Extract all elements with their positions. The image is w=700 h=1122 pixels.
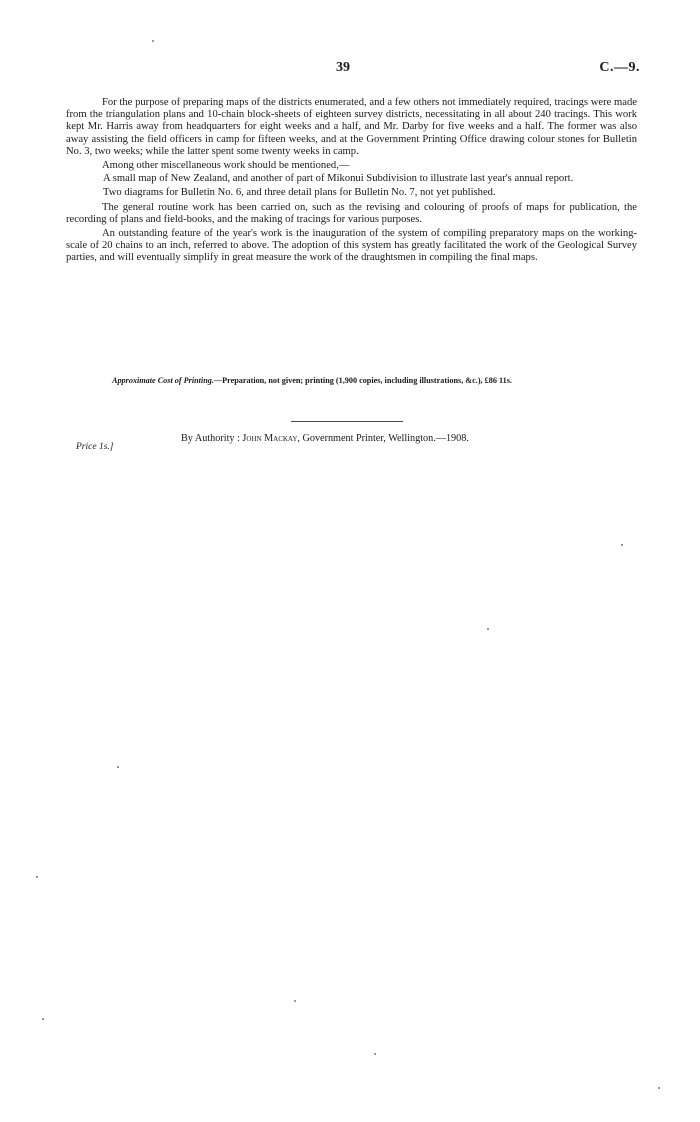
scan-speck: [36, 876, 38, 878]
paragraph-routine-work: The general routine work has been carried on, such as the revising and colouring of proofs of maps for publication, the recording of plans and field-books, and the making of tracings for various purposes.: [66, 201, 637, 225]
page-number: 39: [336, 60, 350, 75]
footer-divider: [291, 421, 403, 422]
imprint-prefix: By Authority :: [181, 433, 243, 444]
scan-speck: [294, 1000, 296, 1002]
price-note: Price 1s.]: [76, 442, 114, 452]
scan-speck: [487, 628, 489, 630]
scan-speck: [658, 1087, 660, 1089]
body-text: [66, 97, 637, 266]
scan-speck: [117, 766, 119, 768]
list-item-small-map: A small map of New Zealand, and another of part of Mikonui Subdivision to illustrate last year's annual report.: [103, 173, 574, 185]
paragraph-tracings: For the purpose of preparing maps of the districts enumerated, and a few others not immediately required, tracings were made from the triangulation plans and 10-chain block-sheets of eighteen survey districts, necessitating in all about 240 tracings. This work kept Mr. Harris away from headquarters for eight weeks and a half, and Mr. Darby for five weeks and a half. The former was also away assisting the field officers in camp for fifteen weeks, and at the Government Printing Office drawing colour stones for Bulletin No. 3, two weeks; while the latter spent some twenty weeks in camp.: [66, 97, 637, 157]
printing-cost-note: [112, 376, 642, 386]
scan-speck: [374, 1053, 376, 1055]
printing-cost-text: —Preparation, not given; printing (1,900 copies, including illustrations, &c.), £86 11s.: [213, 376, 512, 385]
printer-name: John Mackay: [242, 433, 298, 444]
scan-speck: [42, 1018, 44, 1020]
scan-speck: [152, 40, 154, 42]
printer-imprint: [181, 433, 469, 444]
printing-cost-label: Approximate Cost of Printing.: [112, 376, 214, 385]
scan-speck: [621, 544, 623, 546]
paragraph-miscellaneous-intro: Among other miscellaneous work should be mentioned,—: [102, 159, 350, 171]
page-header: [0, 60, 700, 82]
imprint-suffix: , Government Printer, Wellington.—1908.: [297, 433, 469, 444]
paragraph-outstanding-feature: An outstanding feature of the year's work is the inauguration of the system of compiling preparatory maps on the working-scale of 20 chains to an inch, referred to above. The adoption of this system has greatly facilitated the work of the Geological Survey parties, and will eventually simplify in great measure the work of the draughtsmen in compiling the final maps.: [66, 227, 637, 263]
list-item-diagrams: Two diagrams for Bulletin No. 6, and three detail plans for Bulletin No. 7, not yet published.: [103, 187, 496, 199]
paper-reference: C.—9.: [599, 60, 640, 75]
